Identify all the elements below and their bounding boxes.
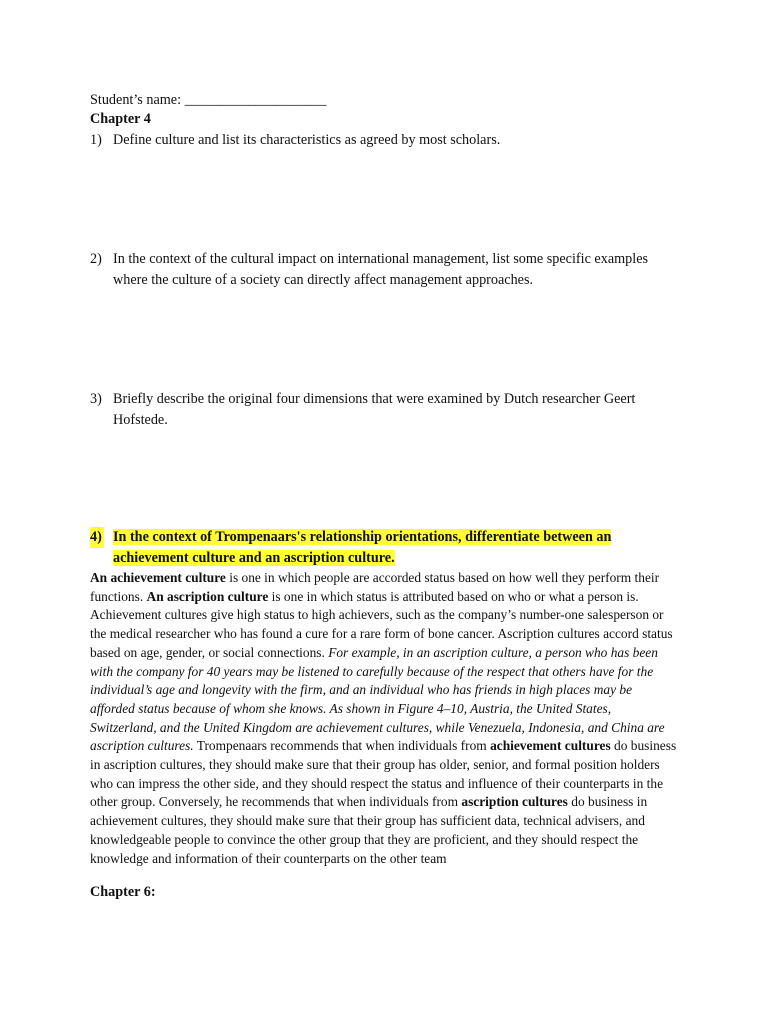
question-1 [90, 130, 670, 151]
term-achievement-cultures: achievement cultures [490, 738, 611, 754]
question-3 [90, 389, 670, 431]
term-ascription-cultures: ascription cultures [461, 794, 568, 810]
answer-example-italic: For example, in an ascription culture, a person who has been with the company for 40 years may be listened to carefully because of the respect that others have for the individual’s age and longevity with the firm, and an individual who has friends in high places may be afforded status because of whom she knows. As shown in Figure 4–10, Austria, the United States, Switzerland, and the United Kingdom are achievement cultures, while Venezuela, Indonesia, and China are ascription cultures. [90, 644, 665, 754]
chapter-6-heading: Chapter 6: [90, 884, 156, 900]
answer-text: do business in ascription cultures, they should make sure that their group has older, senior, and formal position holders who can impress the other side, and they should respect the status and influence of their counterparts in the other group. Conversely, he recommends that when individuals from [90, 738, 677, 810]
question-number: 1) [90, 132, 102, 148]
student-name-blank[interactable]: ____________________ [184, 92, 327, 108]
student-name-line [90, 92, 326, 109]
answer-text: do business in achievement cultures, they should make sure that their group has sufficient data, technical advisers, and knowledgeable people to convince the other group that they are proficient, and they should respect the knowledge and information of their counterparts on the other team [90, 794, 648, 866]
question-number: 2) [90, 251, 102, 267]
term-achievement-culture: An achievement culture [90, 570, 226, 585]
answer-text: is one in which people are accorded status based on how well they perform their functions. [90, 570, 660, 604]
answer-text: is one in which status is attributed based on who or what a person is. Achievement cultures give high status to high achievers, such as the company’s number-one salesperson or the medical researcher who has found a cure for a rare form of bone cancer. Ascription cultures accord status based on age, gender, or social connections. [90, 588, 673, 660]
chapter-4-heading: Chapter 4 [90, 111, 151, 127]
question-text: Briefly describe the original four dimensions that were examined by Dutch researcher Geert Hofstede. [113, 391, 636, 428]
question-number: 3) [90, 391, 102, 407]
answer-text: Trompenaars recommends that when individuals from [193, 738, 491, 754]
question-2 [90, 249, 670, 291]
term-ascription-culture: An ascription culture [146, 588, 269, 604]
question-text: In the context of the cultural impact on international management, list some specific examples where the culture of a society can directly affect management approaches. [113, 251, 649, 288]
question-4-highlighted [90, 527, 650, 569]
answer-paragraph-q4 [90, 569, 680, 868]
student-name-label: Student’s name: [90, 92, 182, 108]
question-number: 4) [90, 527, 104, 548]
question-text: In the context of Trompenaars's relationship orientations, differentiate between an achievement culture and an ascription culture. [113, 529, 612, 566]
question-text: Define culture and list its characteristics as agreed by most scholars. [113, 132, 501, 148]
